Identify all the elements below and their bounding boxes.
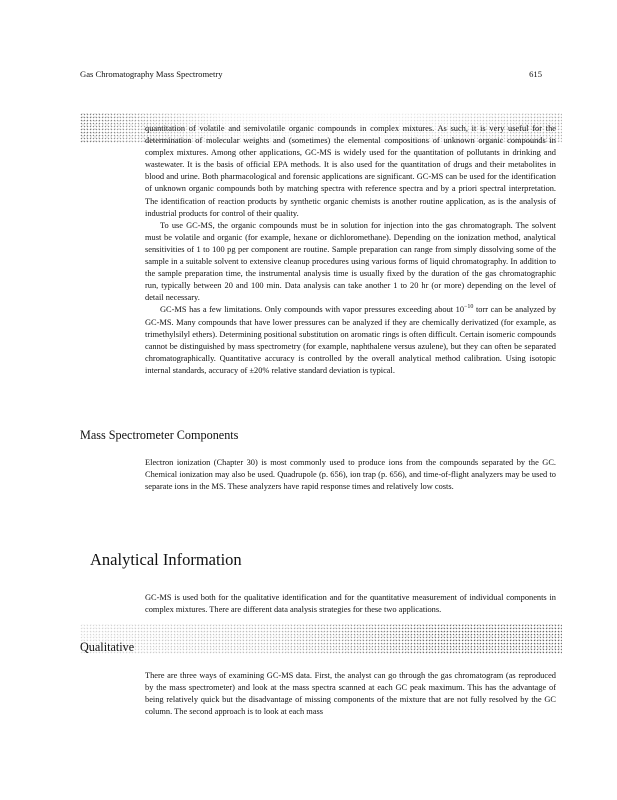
heading-analytical-information: Analytical Information [90,550,242,569]
components-paragraph: Electron ionization (Chapter 30) is most commonly used to produce ions from the compounds separated by the GC. Chemical ionization may also be used. Quadrupole (p. 656), ion trap (p. 656), and time-of-flight analyzers may be used to separate ions in the MS. These analyzers have rapid response times and relatively low costs. [145,458,556,492]
intro-paragraph-3 [145,304,556,377]
qualitative-paragraph: There are three ways of examining GC-MS data. First, the analyst can go through the gas chromatogram (as reproduced by the mass spectrometer) and look at the mass spectra scanned at each GC peak maximum. This has the advantage of being relatively quick but the disadvantage of missing components of the mixture that are not fully resolved by the GC column. The second approach is to look at each mass [145,671,556,717]
limitations-text-start: GC-MS has a few limitations. Only compounds with vapor pressures exceeding about 10 [160,305,465,315]
exponent: −10 [464,303,474,310]
components-section [145,457,556,493]
running-title: Gas Chromatography Mass Spectrometry [80,69,223,79]
intro-paragraph-1: quantitation of volatile and semivolatile organic compounds in complex mixtures. As such, it is very useful for the determination of molecular weights and (sometimes) the elemental compositions of unknown organic compounds in complex mixtures. Among other applications, GC-MS is widely used for the quantitation of pollutants in drinking and wastewater. It is the basis of official EPA methods. It is also used for the quantitation of drugs and their metabolites in blood and urine. Both pharmacological and forensic applications are significant. GC-MS can be used for the identification of unknown organic compounds both by matching spectra with reference spectra and by a priori spectral interpretation. The identification of reaction products by synthetic organic chemists is another routine application, as is the analysis of industrial products for control of their quality. [145,124,556,218]
qualitative-section [145,670,556,718]
intro-paragraph-2: To use GC-MS, the organic compounds must be in solution for injection into the gas chromatograph. The solvent must be volatile and organic (for example, hexane or dichloromethane). Depending on the ionization method, analytical sensitivities of 1 to 100 pg per component are routine. Sample preparation can range from simply dissolving some of the sample in a suitable solvent to extensive cleanup procedures using various forms of liquid chromatography. In addition to the sample preparation time, the instrumental analysis time is usually fixed by the duration of the gas chromatographic run, typically between 20 and 100 min. Data analysis can take another 1 to 20 hr (or more) depending on the level of detail necessary. [145,220,556,303]
page-number: 615 [529,69,542,79]
halftone-band-qualitative [80,624,562,654]
analytical-section [145,592,556,616]
limitations-text-end: torr can be analyzed by GC-MS. Many compounds that have lower pressures can be analyzed if they are chemically derivatized (for example, as trimethylsilyl ethers). Determining positional substitution on aromatic rings is often difficult. Certain isomeric compounds cannot be distinguished by mass spectrometry (for example, naphthalene versus azulene), but they can often be separated chromatographically. Quantitative accuracy is controlled by the overall analytical method calibration. Using isotopic internal standards, accuracy of ±20% relative standard deviation is typical. [145,305,556,375]
intro-section [145,123,556,377]
heading-mass-spectrometer-components: Mass Spectrometer Components [80,428,239,442]
heading-qualitative: Qualitative [80,640,135,654]
running-head [80,69,542,79]
analytical-paragraph: GC-MS is used both for the qualitative identification and for the quantitative measurement of individual components in complex mixtures. There are different data analysis strategies for these two applications. [145,593,556,615]
